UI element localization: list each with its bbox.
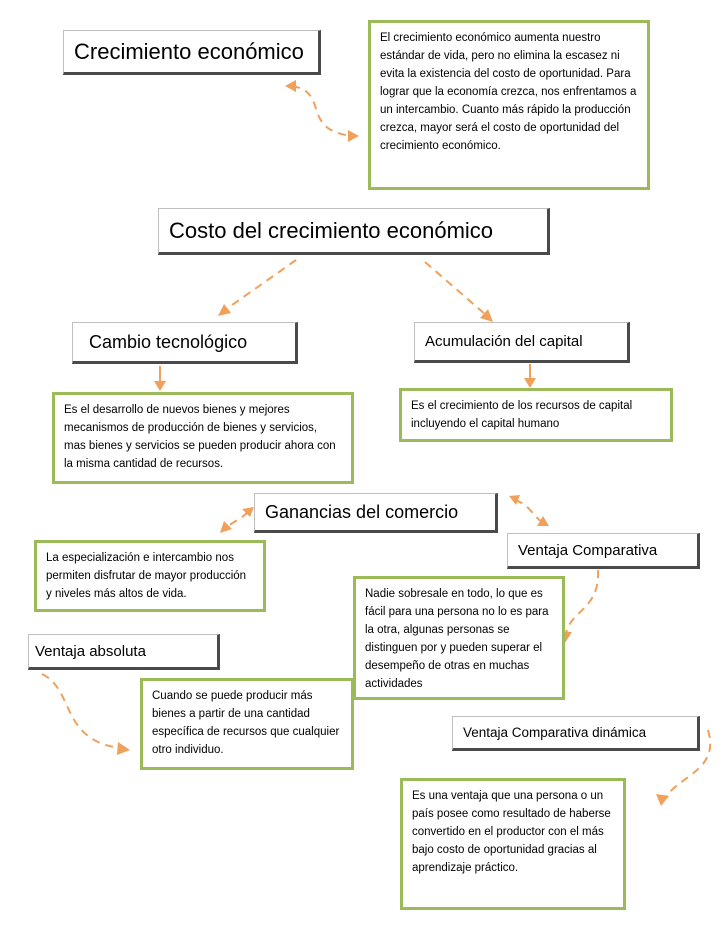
arrowhead xyxy=(509,495,520,505)
title-ventaja-absoluta xyxy=(28,634,220,670)
box-cambio-desc xyxy=(52,392,354,484)
title-ventaja-comparativa-label: Ventaja Comparativa xyxy=(518,541,658,559)
title-cambio-tecnologico xyxy=(72,322,298,364)
arrow-costo-acumulacion xyxy=(425,262,486,315)
text-dinamica-desc: Es una ventaja que una persona o un país posee como resultado de haberse convertido en el productor con el más bajo costo de oportunidad gracias al aprendizaje práctico. xyxy=(412,790,611,874)
title-ventaja-dinamica xyxy=(452,716,700,751)
arrowhead xyxy=(117,742,130,755)
text-crecimiento-desc: El crecimiento económico aumenta nuestro estándar de vida, pero no elimina la escasez ni evita la existencia del costo de oportunidad. Para lograr que la economía crezca, nos enfrentamos a un intercambio. Cuanto más rápido la producción crezca, mayor será el costo de oportunidad del crecimiento económico. xyxy=(380,32,637,152)
box-acumulacion-desc xyxy=(399,388,673,442)
box-absoluta-desc xyxy=(140,678,354,770)
arrowhead xyxy=(218,304,231,316)
text-absoluta-desc: Cuando se puede producir más bienes a partir de una cantidad específica de recursos que cualquier otro individuo. xyxy=(152,690,340,756)
title-acumulacion-label: Acumulación del capital xyxy=(425,333,583,350)
arrowhead xyxy=(537,516,549,526)
arrowhead xyxy=(524,378,536,388)
title-acumulacion-capital xyxy=(414,322,630,363)
text-comparativa-desc: Nadie sobresale en todo, lo que es fácil para una persona no lo es para la otra, algunas personas se distinguen por y pueden superar el desempeño de otras en muchas actividades xyxy=(365,588,549,690)
title-ventaja-absoluta-label: Ventaja absoluta xyxy=(35,642,146,660)
arrow-costo-cambio xyxy=(225,260,296,310)
arrow-ganancias-comparativa xyxy=(515,500,542,522)
title-cambio-label: Cambio tecnológico xyxy=(89,331,248,352)
title-ganancias-label: Ganancias del comercio xyxy=(265,501,459,522)
title-costo-label: Costo del crecimiento económico xyxy=(169,217,494,243)
box-comparativa-desc xyxy=(353,576,565,700)
arrowhead xyxy=(154,381,166,391)
arrow-crecimiento xyxy=(292,86,352,136)
arrowhead xyxy=(348,130,359,142)
arrow-absoluta-desc xyxy=(42,674,120,748)
title-ventaja-dinamica-label: Ventaja Comparativa dinámica xyxy=(463,725,647,740)
box-especializacion-desc xyxy=(34,540,266,612)
title-ventaja-comparativa xyxy=(507,533,700,569)
box-dinamica-desc xyxy=(400,778,626,910)
arrow-comparativa-desc xyxy=(566,570,598,634)
title-crecimiento-label: Crecimiento económico xyxy=(74,38,304,64)
title-crecimiento-economico xyxy=(63,30,321,75)
text-cambio-desc: Es el desarrollo de nuevos bienes y mejores mecanismos de producción de bienes y servicios, mas bienes y servicios se pueden producir ahora con la misma cantidad de recursos. xyxy=(64,404,336,470)
text-acumulacion-desc: Es el crecimiento de los recursos de capital incluyendo el capital humano xyxy=(411,400,633,430)
arrow-ganancias-especializacion xyxy=(226,512,248,528)
title-costo-crecimiento xyxy=(158,208,550,255)
arrowhead xyxy=(285,80,296,92)
arrowhead xyxy=(656,794,669,806)
arrowhead xyxy=(220,521,232,533)
title-ganancias-comercio xyxy=(254,493,498,533)
box-crecimiento-desc xyxy=(368,20,650,190)
text-especializacion-desc: La especialización e intercambio nos permiten disfrutar de mayor producción y niveles más altos de vida. xyxy=(46,552,247,600)
